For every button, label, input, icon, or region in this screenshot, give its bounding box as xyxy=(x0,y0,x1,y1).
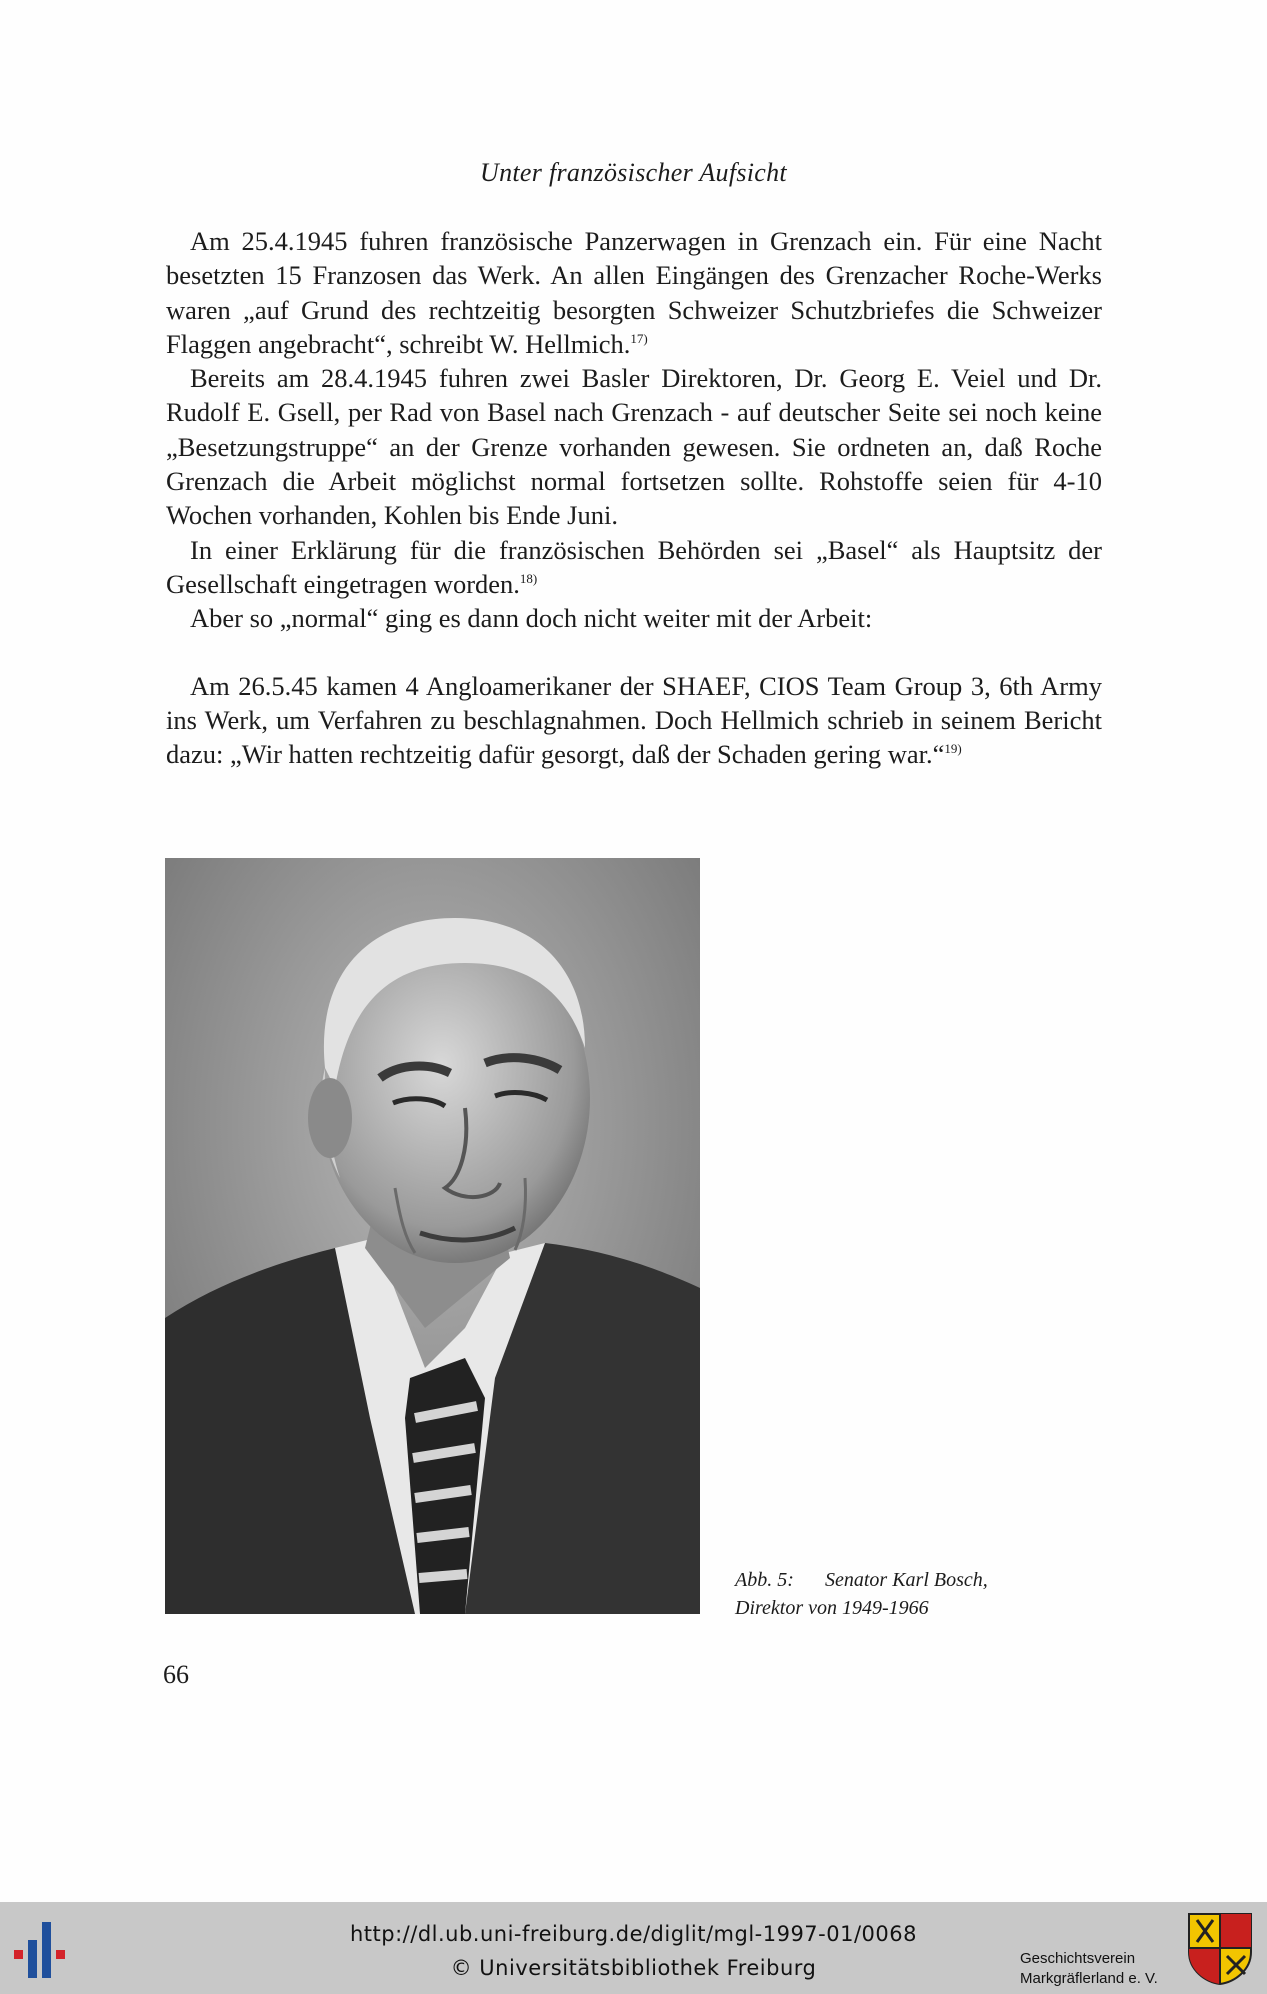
paragraph-text: Bereits am 28.4.1945 fuhren zwei Basler Direktoren, Dr. Georg E. Veiel und Dr. Rudolf E. Gsell, per Rad von Basel nach Grenzach - auf deutscher Seite sei noch keine „Besetzungstruppe“ an der Grenze vorhanden gewesen. Sie ordneten an, daß Roche Grenzach die Arbeit möglichst normal fortsetzen sollte. Rohstoffe seien für 4-10 Wochen vorhanden, Kohlen bis Ende Juni. xyxy=(166,363,1102,531)
body-text xyxy=(166,224,1102,771)
paragraph-text: In einer Erklärung für die französischen Behörden sei „Basel“ als Hauptsitz der Gesellschaft eingetragen worden. xyxy=(166,534,1102,599)
paragraph-text: Am 25.4.1945 fuhren französische Panzerwagen in Grenzach ein. Für eine Nacht besetzten 15 Franzosen das Werk. An allen Eingängen des Grenzacher Roche-Werks waren „auf Grund des rechtzeitig besorgten Schweizer Schutzbriefes die Schweizer Flaggen angebracht“, schreibt W. Hellmich. xyxy=(166,226,1102,359)
paragraph-3 xyxy=(166,533,1102,602)
figure-caption xyxy=(735,1566,1075,1622)
caption-label: Abb. 5: xyxy=(735,1569,794,1591)
paragraph-text: Aber so „normal“ ging es dann doch nicht weiter mit der Arbeit: xyxy=(190,603,873,634)
portrait-photo xyxy=(165,858,700,1614)
society-line-2: Markgräflerland e. V. xyxy=(1020,1970,1158,1987)
paragraph-2 xyxy=(166,361,1102,532)
footer-url-link[interactable]: http://dl.ub.uni-freiburg.de/diglit/mgl-1997-01/0068 xyxy=(349,1922,917,1946)
paragraph-4 xyxy=(166,601,1102,635)
page-number: 66 xyxy=(163,1660,189,1689)
footer-copyright: © Universitätsbibliothek Freiburg xyxy=(450,1956,817,1980)
society-name xyxy=(1020,1949,1180,1989)
caption-line-1: Senator Karl Bosch, xyxy=(825,1569,988,1591)
footnote-ref: 19) xyxy=(944,741,962,757)
paragraph-text: Am 26.5.45 kamen 4 Angloamerikaner der SHAEF, CIOS Team Group 3, 6th Army ins Werk, um Verfahren zu beschlagnahmen. Doch Hellmich schrieb in seinem Bericht dazu: „Wir hatten rechtzeitig dafür gesorgt, daß der Schaden gering war.“ xyxy=(166,670,1102,770)
society-line-1: Geschichtsverein xyxy=(1020,1950,1136,1967)
footnote-ref: 18) xyxy=(519,570,538,586)
paragraph-5 xyxy=(166,669,1102,772)
running-head: Unter französischer Aufsicht xyxy=(480,158,787,187)
footnote-ref: 17) xyxy=(630,330,648,346)
caption-line-2: Direktor von 1949-1966 xyxy=(735,1597,929,1619)
footer-bar xyxy=(0,1902,1267,1994)
coat-of-arms-icon xyxy=(1187,1912,1253,1986)
paragraph-1 xyxy=(166,224,1102,361)
